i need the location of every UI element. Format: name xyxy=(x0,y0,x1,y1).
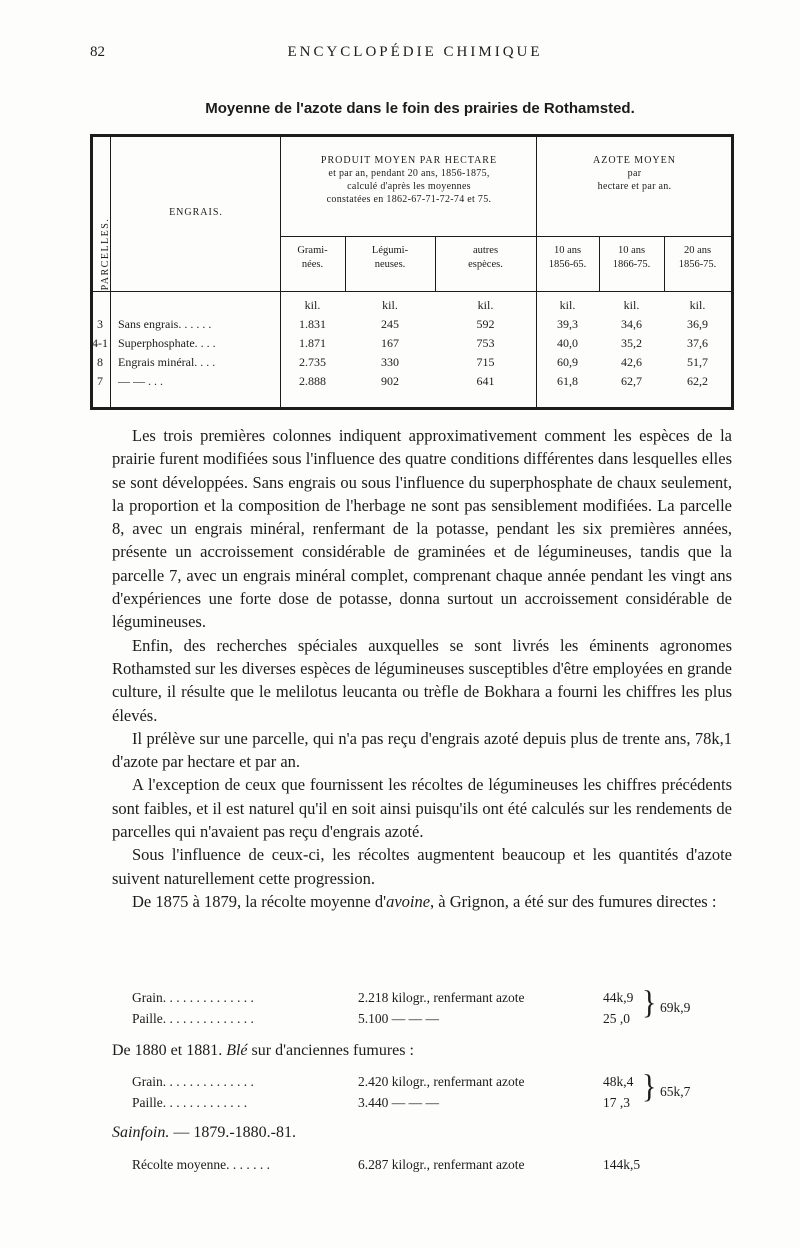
produit-header: PRODUIT MOYEN PAR HECTARE et par an, pendant 20 ans, 1856-1875, calculé d'après les moyennes constatées en 1862-67-71-72-74 et 75. xyxy=(320,155,498,205)
paragraph: Sous l'influence de ceux-ci, les récoltes augmentent beaucoup et les quantités d'azote suivent naturellement cette progression. xyxy=(112,845,732,888)
yield-label: Grain. . . . . . . . . . . . . . xyxy=(132,990,254,1005)
azote-header: AZOTE MOYEN par hectare et par an. xyxy=(593,155,676,192)
yield-label: Récolte moyenne. . . . . . . xyxy=(132,1157,270,1172)
sub-autres: autres espèces. xyxy=(468,245,503,270)
ble-heading: De 1880 et 1881. Blé sur d'anciennes fumures : xyxy=(112,1042,414,1059)
running-title: ENCYCLOPÉDIE CHIMIQUE xyxy=(287,44,543,60)
sainfoin-heading: Sainfoin. — 1879.-1880.-81. xyxy=(112,1124,296,1141)
yield-amount: 6.287 kilogr., renfermant azote xyxy=(358,1157,525,1172)
yield-azote: 17 ,3 xyxy=(603,1095,630,1110)
page-number: 82 xyxy=(90,44,105,60)
sub-10-ans-a: 10 ans 1856-65. xyxy=(548,245,587,270)
yield-label: Grain. . . . . . . . . . . . . . xyxy=(132,1074,254,1089)
table-cell-azote-a: 39,3 40,0 60,9 61,8 xyxy=(557,317,578,388)
table-cell-autres: 592 753 715 641 xyxy=(476,317,495,388)
unit-label: kil. xyxy=(304,298,321,312)
yield-label: Paille. . . . . . . . . . . . . . xyxy=(132,1011,254,1026)
paragraph: Les trois premières colonnes indiquent approximativement comment les espèces de la prairie furent modifiées sous l'influence des quatre conditions différentes dans lesquelles elles se sont développées. Sans engrais ou sous l'influence du superphosphate de chaux seulement, la proportion et la composition de l'herbage ne sont pas sensiblement modifiées. La parcelle 8, avec un engrais minéral, renfermant de la potasse, pendant les six premières années, présente un accroissement considérable de graminées et de légumineuses, tandis que la parcelle 7, avec un engrais minéral complet, comprenant chaque année pendant les vingt ans d'expériences une forte dose de potasse, donna surtout un accroissement considérable de légumineuses. xyxy=(112,426,732,632)
table-cell-parcelle: 3 4-1 8 7 xyxy=(92,317,108,388)
unit-label: kil. xyxy=(477,298,494,312)
paragraph: A l'exception de ceux que fournissent les récoltes de légumineuses les chiffres précédents sont faibles, et il est naturel qu'il en soit ainsi puisqu'ils ont été calculés sur les rendements de parcelles qui n'avaient pas reçu d'engrais azoté. xyxy=(112,775,732,842)
yield-amount: 2.218 kilogr., renfermant azote xyxy=(358,990,525,1005)
unit-label: kil. xyxy=(623,298,640,312)
yield-amount: 3.440 — — — xyxy=(358,1095,439,1110)
paragraph: De 1875 à 1879, la récolte moyenne d'avoine, à Grignon, a été sur des fumures directes : xyxy=(132,891,717,911)
yield-azote: 44k,9 xyxy=(603,990,634,1005)
brace: } xyxy=(642,984,657,1021)
unit-label: kil. xyxy=(382,298,398,312)
parcelles-header: PARCELLES. xyxy=(100,217,111,291)
divider xyxy=(280,236,731,237)
table-cell-graminees: 1.831 1.871 2.735 2.888 xyxy=(299,317,326,388)
engrais-header: ENGRAIS. xyxy=(169,207,223,218)
unit-label: kil. xyxy=(689,298,706,312)
yield-label: Paille. . . . . . . . . . . . . xyxy=(132,1095,248,1110)
yield-total: 65k,7 xyxy=(660,1084,691,1099)
yield-amount: 5.100 — — — xyxy=(358,1011,439,1026)
data-table xyxy=(90,134,734,410)
paragraph: Enfin, des recherches spéciales auxquelles se sont livrés les éminents agronomes Rothamsted sur les diverses espèces de légumineuses susceptibles d'être employées en grande culture, il résulte que le melilotus leucanta ou trèfle de Bokhara a fourni les chiffres les plus élevés. xyxy=(112,635,732,725)
yield-total: 69k,9 xyxy=(660,1000,691,1015)
yield-amount: 2.420 kilogr., renfermant azote xyxy=(358,1074,525,1089)
brace: } xyxy=(642,1068,657,1105)
sub-graminees: Grami- nées. xyxy=(297,245,328,270)
yield-azote: 48k,4 xyxy=(603,1074,634,1089)
body-text xyxy=(112,424,732,913)
page-header xyxy=(90,44,740,68)
table-cell-azote-c: 36,9 37,6 51,7 62,2 xyxy=(687,317,708,388)
yield-azote: 144k,5 xyxy=(603,1157,641,1172)
yield-azote: 25 ,0 xyxy=(603,1011,630,1026)
table-cell-azote-b: 34,6 35,2 42,6 62,7 xyxy=(621,317,642,388)
table-cell-legumineuses: 245 167 330 902 xyxy=(381,317,399,388)
sub-legumineuses: Légumi- neuses. xyxy=(371,245,409,270)
divider xyxy=(93,291,731,292)
paragraph: Il prélève sur une parcelle, qui n'a pas reçu d'engrais azoté depuis plus de trente ans, 78k,1 d'azote par hectare et par an. xyxy=(112,728,732,772)
table-title: Moyenne de l'azote dans le foin des prairies de Rothamsted. xyxy=(205,100,635,117)
unit-label: kil. xyxy=(559,298,576,312)
table-cell-engrais: Sans engrais. . . . . . Superphosphate. . . . Engrais minéral. . . . — — . . . xyxy=(118,317,216,388)
sub-20-ans: 20 ans 1856-75. xyxy=(678,245,717,270)
sub-10-ans-b: 10 ans 1866-75. xyxy=(612,245,651,270)
